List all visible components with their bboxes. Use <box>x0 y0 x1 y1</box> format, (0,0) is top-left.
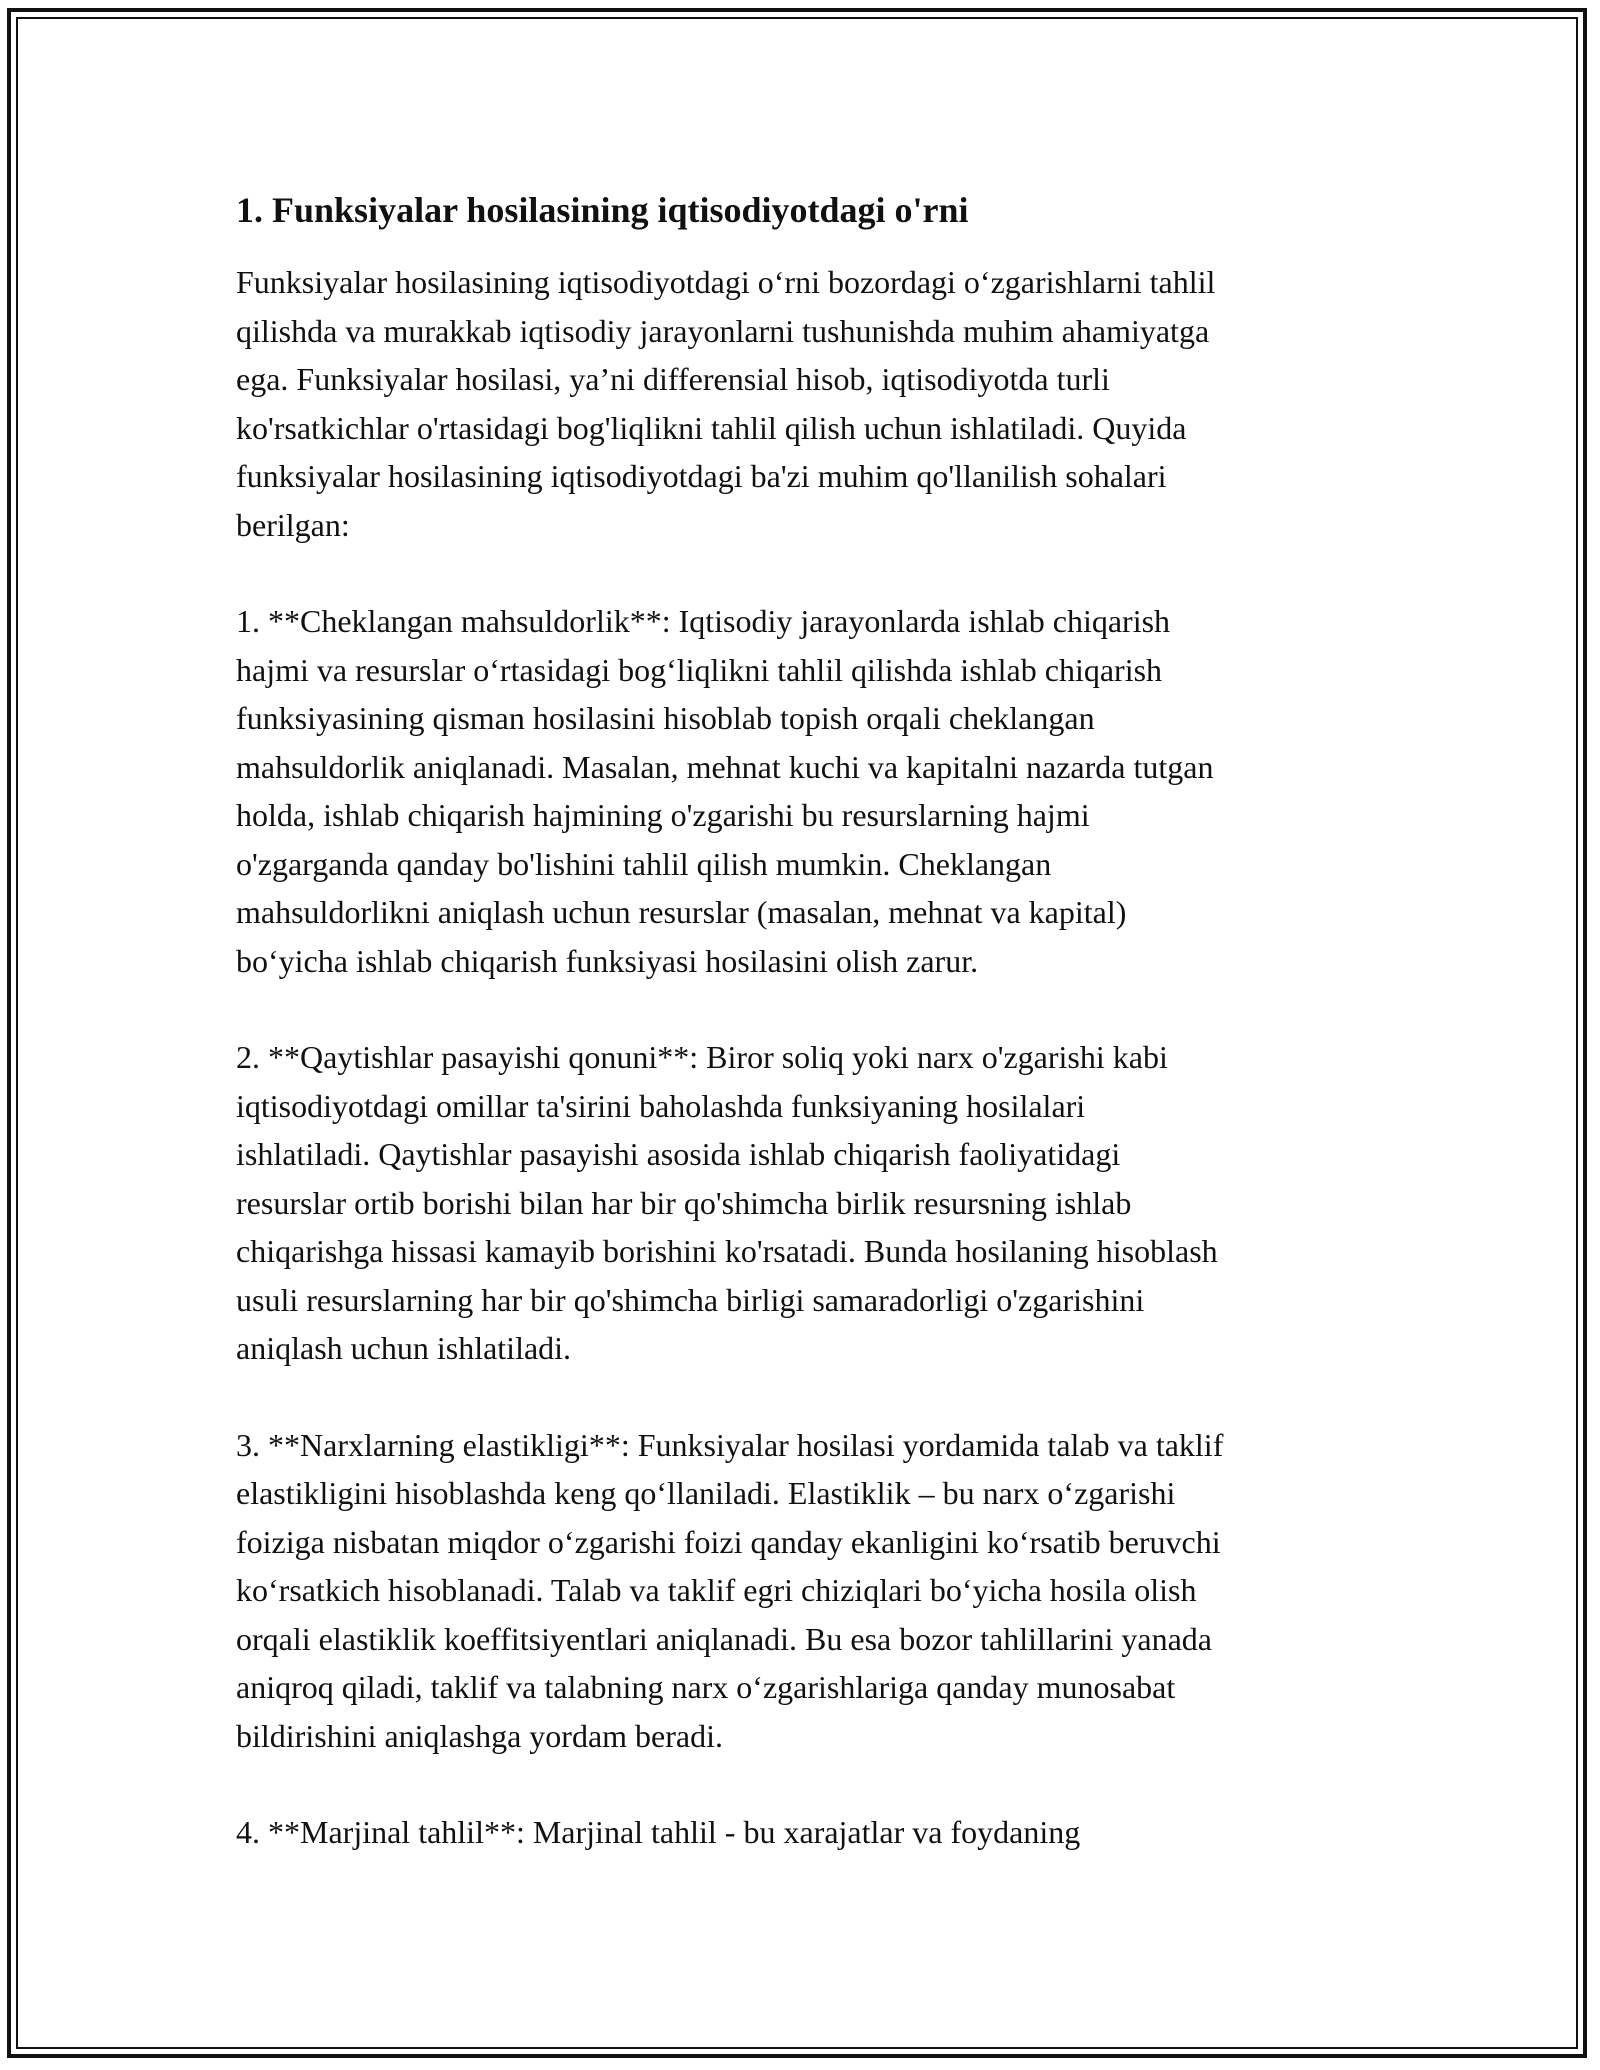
paragraph-marjinal-tahlil: 4. **Marjinal tahlil**: Marjinal tahlil - bu xarajatlar va foydaning <box>236 1814 1081 1850</box>
paragraph-qaytishlar-pasayishi: 2. **Qaytishlar pasayishi qonuni**: Biror soliq yoki narx o'zgarishi kabi iqtisodiyotdagi omillar ta'sirini baholashda funksiyaning hosilalari ishlatiladi. Qaytishlar pasayishi asosida ishlab chiqarish faoliyatidagi resurslar ortib borishi bilan har bir qo'shimcha birlik resursning ishlab chiqarishga hissasi kamayib borishini ko'rsatadi. Bunda hosilaning hisoblash usuli resurslarning har bir qo'shimcha birligi samaradorligi o'zgarishini aniqlash uchun ishlatiladi. <box>236 1039 1218 1366</box>
paragraph-cheklangan-mahsuldorlik: 1. **Cheklangan mahsuldorlik**: Iqtisodiy jarayonlarda ishlab chiqarish hajmi va resurslar o‘rtasidagi bog‘liqlikni tahlil qilishda ishlab chiqarish funksiyasining qisman hosilasini hisoblab topish orqali cheklangan mahsuldorlik aniqlanadi. Masalan, mehnat kuchi va kapitalni nazarda tutgan holda, ishlab chiqarish hajmining o'zgarishi bu resurslarning hajmi o'zgarganda qanday bo'lishini tahlil qilish mumkin. Cheklangan mahsuldorlikni aniqlash uchun resurslar (masalan, mehnat va kapital) bo‘yicha ishlab chiqarish funksiyasi hosilasini olish zarur. <box>236 603 1214 979</box>
document-body <box>236 186 1386 1905</box>
section-heading: 1. Funksiyalar hosilasining iqtisodiyotdagi o'rni <box>236 190 969 230</box>
paragraph-narxlarning-elastikligi: 3. **Narxlarning elastikligi**: Funksiyalar hosilasi yordamida talab va taklif elastikligini hisoblashda keng qo‘llaniladi. Elastiklik – bu narx o‘zgarishi foiziga nisbatan miqdor o‘zgarishi foizi qanday ekanligini ko‘rsatib beruvchi ko‘rsatkich hisoblanadi. Talab va taklif egri chiziqlari bo‘yicha hosila olish orqali elastiklik koeffitsiyentlari aniqlanadi. Bu esa bozor tahlillarini yanada aniqroq qiladi, taklif va talabning narx o‘zgarishlariga qanday munosabat bildirishini aniqlashga yordam beradi. <box>236 1426 1224 1754</box>
intro-paragraph: Funksiyalar hosilasining iqtisodiyotdagi o‘rni bozordagi o‘zgarishlarni tahlil qilishda va murakkab iqtisodiy jarayonlarni tushunishda muhim ahamiyatga ega. Funksiyalar hosilasi, ya’ni differensial hisob, iqtisodiyotda turli ko'rsatkichlar o'rtasidagi bog'liqlikni tahlil qilish uchun ishlatiladi. Quyida funksiyalar hosilasining iqtisodiyotdagi ba'zi muhim qo'llanilish sohalari berilgan: <box>236 264 1216 543</box>
